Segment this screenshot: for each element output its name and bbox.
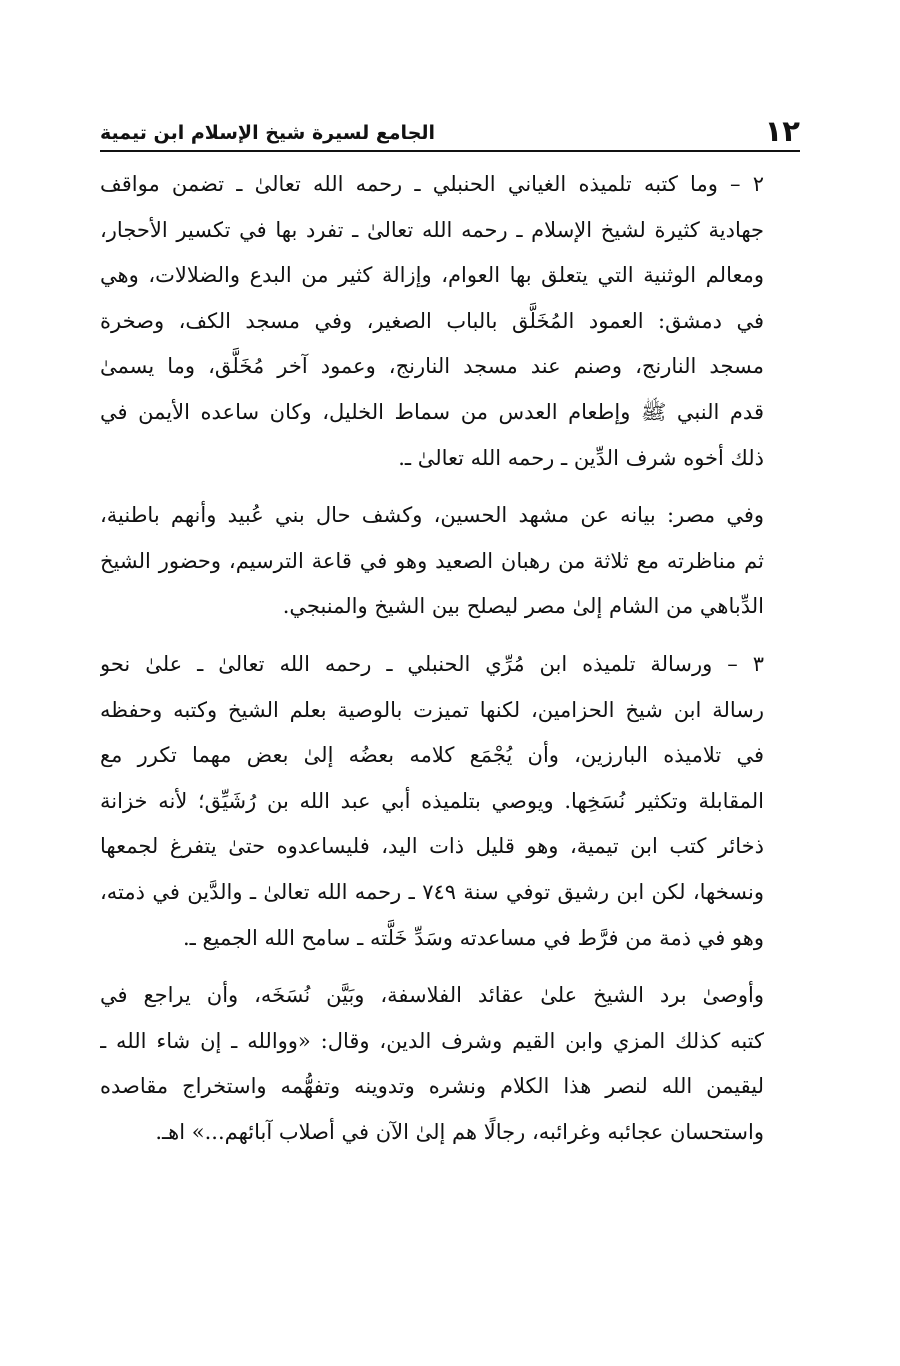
paragraph-recommendation [100,973,800,1155]
text-line: ليقيمن الله لنصر هذا الكلام ونشره وتدوينه وتفهُّمه واستخراج مقاصده [100,1074,764,1099]
text-line: في تلاميذه البارزين، وأن يُجْمَع كلامه بعضُه إلىٰ بعض مهما تكرر مع [100,743,764,768]
page-number: ١٢ [764,114,800,148]
text-line: رسالة ابن شيخ الحزامين، لكنها تميزت بالوصية بعلم الشيخ وكتبه وحفظه [100,697,764,722]
text-line: المقابلة وتكثير نُسَخِها. ويوصي بتلميذه أبي عبد الله بن رُشَيِّق؛ لأنه خزانة [100,788,764,813]
page-header [100,108,800,148]
text-line: ٢ – وما كتبه تلميذه الغياني الحنبلي ـ رحمه الله تعالىٰ ـ تضمن مواقف [100,172,764,196]
text-line: ٣ – ورسالة تلميذه ابن مُرِّي الحنبلي ـ رحمه الله تعالىٰ ـ علىٰ نحو [100,651,764,676]
text-line: ومعالم الوثنية التي يتعلق بها العوام، وإزالة كثير من البدع والضلالات، وهي [100,263,764,288]
running-title: الجامع لسيرة شيخ الإسلام ابن تيمية [100,122,436,144]
text-line: ونسخها، لكن ابن رشيق توفي سنة ٧٤٩ ـ رحمه الله تعالىٰ ـ والدَّين في ذمته، [100,879,764,904]
text-line: ثم مناظرته مع ثلاثة من رهبان الصعيد وهو في قاعة الترسيم، وحضور الشيخ [100,548,764,573]
paragraph-egypt [100,493,800,630]
text-line: وهو في ذمة من فرَّط في مساعدته وسَدِّ خَلَّته ـ سامح الله الجميع ـ. [182,925,764,950]
text-line: جهادية كثيرة لشيخ الإسلام ـ رحمه الله تعالىٰ ـ تفرد بها في تكسير الأحجار، [100,217,764,242]
text-line: ذخائر كتب ابن تيمية، وهو قليل ذات اليد، فليساعدوه حتىٰ يتفرغ لجمعها [100,834,764,859]
header-rule [100,150,800,152]
paragraph-ibn-murri-letter [100,642,800,961]
paragraph-ghayani-letter [100,162,800,481]
text-line: وفي مصر: بيانه عن مشهد الحسين، وكشف حال بني عُبيد وأنهم باطنية، [100,503,764,528]
page-body [100,162,800,1167]
text-line: ذلك أخوه شرف الدِّين ـ رحمه الله تعالىٰ ـ. [398,445,764,470]
text-line: كتبه كذلك المزي وابن القيم وشرف الدين، وقال: «ووالله ـ إن شاء الله ـ [100,1028,764,1053]
text-line: واستحسان عجائبه وغرائبه، رجالًا هم إلىٰ الآن في أصلاب آبائهم...» اهـ. [155,1119,764,1144]
text-line: قدم النبي ﷺ وإطعام العدس من سماط الخليل، وكان ساعده الأيمن في [100,399,764,424]
text-line: وأوصىٰ برد الشيخ علىٰ عقائد الفلاسفة، وبَيَّن نُسَخَه، وأن يراجع في [100,983,764,1008]
text-line: مسجد النارنج، وصنم عند مسجد النارنج، وعمود آخر مُخَلَّق، وما يسمىٰ [100,354,764,379]
text-line: الدِّباهي من الشام إلىٰ مصر ليصلح بين الشيخ والمنبجي. [282,594,764,619]
text-line: في دمشق: العمود المُخَلَّق بالباب الصغير، وفي مسجد الكف، وصخرة [100,308,764,333]
